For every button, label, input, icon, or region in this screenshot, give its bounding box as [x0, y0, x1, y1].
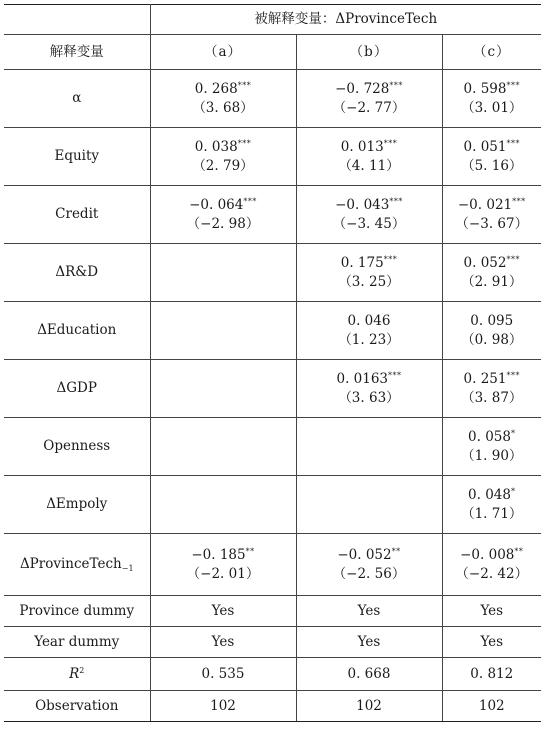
significance-stars: * — [510, 487, 516, 497]
t-statistic: （−2. 01） — [186, 565, 260, 582]
coefficient-value: −0. 008 — [460, 547, 515, 564]
coefficient-line — [297, 312, 442, 330]
estimate-cell — [150, 360, 296, 418]
variable-name-cell — [4, 186, 150, 244]
coefficient-value: −0. 728 — [335, 81, 390, 98]
summary-row — [4, 658, 541, 691]
estimate-cell — [296, 360, 442, 418]
significance-stars: ** — [514, 547, 524, 557]
coefficient-rows — [4, 70, 541, 596]
coefficient-value: 0. 0163 — [336, 371, 389, 388]
dependent-variable-label: 被解释变量：ΔProvinceTech — [150, 5, 541, 35]
significance-stars: ** — [391, 547, 401, 557]
t-statistic: （−2. 42） — [455, 565, 529, 582]
t-statistic: （1. 90） — [461, 447, 523, 464]
column-header-row — [4, 35, 541, 70]
t-statistic: （−2. 77） — [332, 99, 406, 116]
variable-name: ΔProvinceTech — [19, 555, 122, 572]
estimate-cell — [150, 418, 296, 476]
estimate-cell — [150, 534, 296, 596]
dependent-variable-row — [4, 5, 541, 35]
variable-name: ΔEmpoly — [46, 496, 108, 513]
estimate-cell — [296, 70, 442, 128]
coefficient-line — [297, 80, 442, 98]
variable-name: α — [72, 90, 82, 107]
variable-name-cell — [4, 302, 150, 360]
significance-stars: *** — [389, 197, 403, 207]
column-header-b: （b） — [296, 35, 442, 70]
coefficient-value: 0. 175 — [340, 255, 384, 272]
t-statistic: （−2. 56） — [332, 565, 406, 582]
coefficient-value: −0. 185 — [191, 547, 246, 564]
summary-label-cell — [4, 627, 150, 658]
estimate-cell — [296, 244, 442, 302]
variable-name: Credit — [55, 206, 99, 223]
summary-rows — [4, 596, 541, 722]
significance-stars: *** — [506, 81, 520, 91]
estimate-cell — [150, 186, 296, 244]
coefficient-line — [151, 80, 296, 98]
coefficient-value: 0. 038 — [194, 139, 238, 156]
table-row — [4, 302, 541, 360]
summary-row — [4, 596, 541, 627]
summary-label: Observation — [35, 697, 119, 714]
table-row — [4, 360, 541, 418]
coefficient-line — [297, 254, 442, 272]
estimate-cell — [442, 244, 541, 302]
summary-label: R — [69, 665, 80, 682]
estimate-cell — [296, 302, 442, 360]
summary-label-cell — [4, 596, 150, 627]
significance-stars: *** — [389, 81, 403, 91]
variable-column-header: 解释变量 — [4, 35, 150, 70]
t-statistic: （3. 25） — [338, 273, 400, 290]
coefficient-value: 0. 268 — [194, 81, 238, 98]
coefficient-line — [443, 80, 542, 98]
summary-value: Yes — [296, 627, 442, 658]
estimate-cell — [442, 476, 541, 534]
coefficient-line — [443, 196, 542, 214]
column-header-a: （a） — [150, 35, 296, 70]
variable-name: ΔR&D — [55, 264, 99, 281]
estimate-cell — [150, 476, 296, 534]
summary-value: Yes — [296, 596, 442, 627]
coefficient-line — [443, 312, 542, 330]
column-header-c: （c） — [442, 35, 541, 70]
coefficient-line — [297, 370, 442, 388]
coefficient-line — [297, 138, 442, 156]
coefficient-value: 0. 095 — [470, 313, 514, 330]
t-statistic: （−2. 98） — [186, 215, 260, 232]
summary-value: 0. 668 — [296, 658, 442, 691]
estimate-cell — [150, 302, 296, 360]
coefficient-line — [151, 196, 296, 214]
coefficient-value: 0. 251 — [463, 371, 507, 388]
summary-value: 102 — [150, 691, 296, 722]
table-row — [4, 128, 541, 186]
variable-name-cell — [4, 360, 150, 418]
coefficient-line — [443, 546, 542, 564]
variable-name: ΔGDP — [56, 380, 97, 397]
estimate-cell — [442, 534, 541, 596]
summary-label-cell — [4, 691, 150, 722]
summary-value: Yes — [150, 596, 296, 627]
significance-stars: * — [510, 429, 516, 439]
significance-stars: *** — [506, 255, 520, 265]
coefficient-value: −0. 052 — [337, 547, 392, 564]
significance-stars: *** — [243, 197, 257, 207]
estimate-cell — [296, 186, 442, 244]
summary-row — [4, 627, 541, 658]
summary-label-superscript: 2 — [79, 665, 85, 675]
coefficient-line — [443, 254, 542, 272]
t-statistic: （1. 71） — [461, 505, 523, 522]
summary-value: 102 — [296, 691, 442, 722]
estimate-cell — [442, 186, 541, 244]
estimate-cell — [150, 128, 296, 186]
significance-stars: *** — [388, 371, 402, 381]
t-statistic: （5. 16） — [461, 157, 523, 174]
t-statistic: （3. 01） — [461, 99, 523, 116]
estimate-cell — [296, 534, 442, 596]
table-row — [4, 186, 541, 244]
coefficient-value: 0. 048 — [468, 487, 511, 504]
t-statistic: （3. 68） — [192, 99, 254, 116]
t-statistic: （0. 98） — [461, 331, 523, 348]
summary-value: 0. 535 — [150, 658, 296, 691]
summary-row — [4, 691, 541, 722]
summary-label-cell — [4, 658, 150, 691]
summary-value: 102 — [442, 691, 541, 722]
estimate-cell — [442, 360, 541, 418]
estimate-cell — [442, 418, 541, 476]
coefficient-line — [297, 546, 442, 564]
coefficient-value: 0. 051 — [463, 139, 507, 156]
table-row — [4, 418, 541, 476]
t-statistic: （3. 87） — [461, 389, 523, 406]
estimate-cell — [442, 128, 541, 186]
summary-value: Yes — [442, 627, 541, 658]
variable-name: Openness — [43, 438, 111, 455]
estimate-cell — [442, 70, 541, 128]
variable-name-cell — [4, 128, 150, 186]
estimate-cell — [296, 476, 442, 534]
coefficient-value: −0. 064 — [189, 197, 244, 214]
variable-name-cell — [4, 244, 150, 302]
coefficient-value: 0. 046 — [347, 313, 391, 330]
t-statistic: （2. 91） — [461, 273, 523, 290]
variable-name: Equity — [54, 148, 100, 165]
variable-name-cell — [4, 418, 150, 476]
estimate-cell — [150, 244, 296, 302]
coefficient-line — [297, 196, 442, 214]
coefficient-value: −0. 021 — [457, 197, 513, 214]
significance-stars: *** — [512, 197, 526, 207]
table-row — [4, 70, 541, 128]
coefficient-line — [443, 370, 542, 388]
coefficient-value: 0. 598 — [463, 81, 507, 98]
summary-label: Province dummy — [19, 602, 135, 619]
variable-name-cell — [4, 70, 150, 128]
header-blank-cell — [4, 5, 150, 35]
significance-stars: *** — [383, 255, 398, 265]
t-statistic: （4. 11） — [338, 157, 400, 174]
regression-table — [4, 4, 541, 722]
variable-name-cell — [4, 476, 150, 534]
coefficient-line — [443, 486, 542, 504]
t-statistic: （3. 63） — [338, 389, 400, 406]
coefficient-line — [151, 138, 296, 156]
t-statistic: （2. 79） — [192, 157, 254, 174]
variable-name-cell — [4, 534, 150, 596]
coefficient-value: 0. 058 — [468, 429, 511, 446]
significance-stars: *** — [237, 139, 252, 149]
t-statistic: （−3. 67） — [455, 215, 529, 232]
significance-stars: *** — [506, 139, 520, 149]
table-row — [4, 244, 541, 302]
summary-value: 0. 812 — [442, 658, 541, 691]
summary-label: Year dummy — [34, 633, 120, 650]
significance-stars: ** — [245, 547, 255, 557]
variable-name: ΔEducation — [37, 322, 117, 339]
summary-value: Yes — [150, 627, 296, 658]
variable-name-subscript: −1 — [121, 563, 134, 573]
significance-stars: *** — [383, 139, 398, 149]
coefficient-value: −0. 043 — [335, 197, 390, 214]
t-statistic: （1. 23） — [338, 331, 400, 348]
estimate-cell — [442, 302, 541, 360]
estimate-cell — [150, 70, 296, 128]
coefficient-line — [151, 546, 296, 564]
coefficient-value: 0. 013 — [340, 139, 384, 156]
t-statistic: （−3. 45） — [332, 215, 406, 232]
table-row — [4, 534, 541, 596]
summary-value: Yes — [442, 596, 541, 627]
significance-stars: *** — [506, 371, 520, 381]
coefficient-line — [443, 138, 542, 156]
estimate-cell — [296, 128, 442, 186]
significance-stars: *** — [237, 81, 252, 91]
coefficient-line — [443, 428, 542, 446]
estimate-cell — [296, 418, 442, 476]
table-row — [4, 476, 541, 534]
coefficient-value: 0. 052 — [463, 255, 507, 272]
